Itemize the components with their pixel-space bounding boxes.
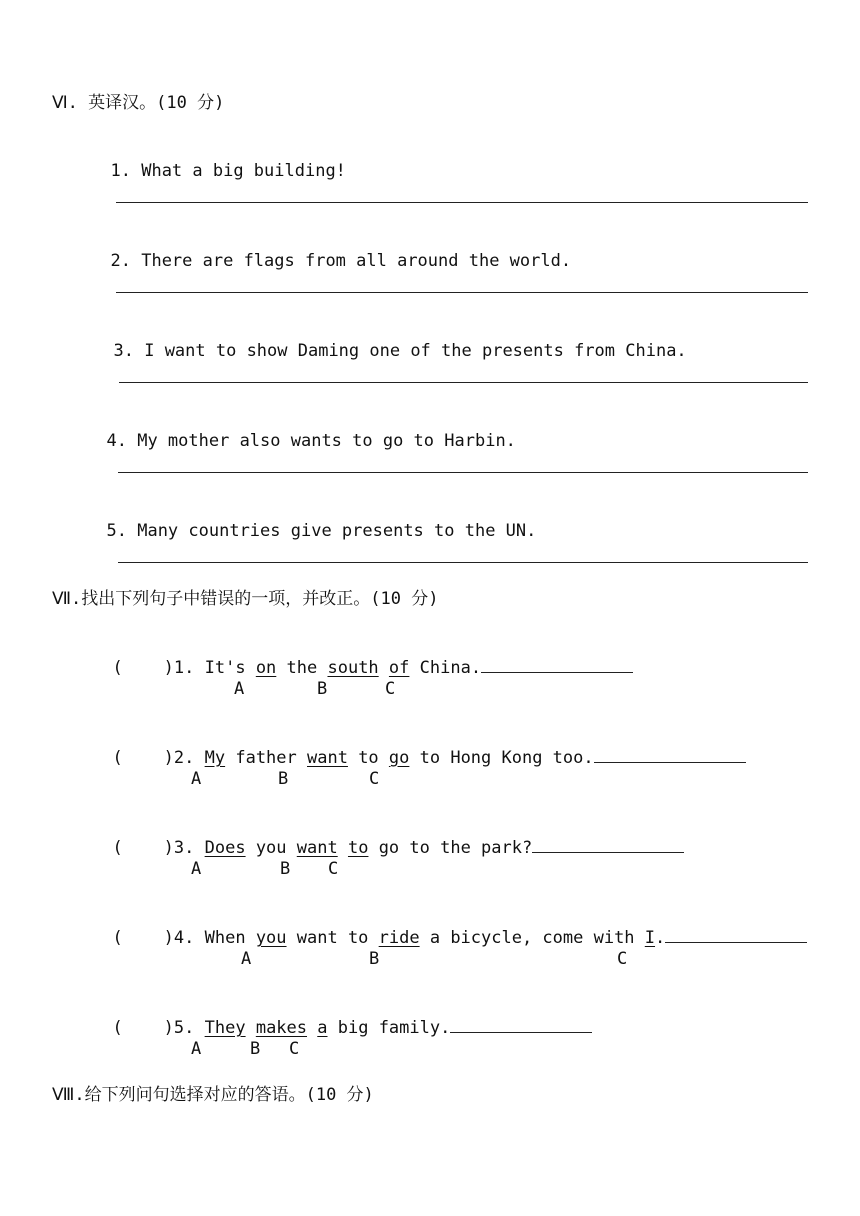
correction-blank[interactable] bbox=[481, 656, 633, 673]
translation-item-1 bbox=[90, 138, 346, 182]
answer-line-5[interactable] bbox=[118, 562, 808, 563]
label-c: C bbox=[385, 679, 396, 699]
option-c: go bbox=[388, 748, 410, 768]
label-c: C bbox=[328, 859, 339, 879]
item-text: Many countries give presents to the UN. bbox=[137, 521, 537, 541]
option-b: makes bbox=[255, 1018, 308, 1038]
answer-paren[interactable]: ( )2. bbox=[112, 748, 195, 768]
label-c: C bbox=[289, 1039, 300, 1059]
label-a: A bbox=[234, 679, 245, 699]
option-c: to bbox=[347, 838, 369, 858]
option-b: south bbox=[327, 658, 379, 678]
item-number: 5. bbox=[106, 521, 127, 541]
item-number: 2. bbox=[110, 251, 131, 271]
answer-line-3[interactable] bbox=[119, 382, 808, 383]
label-a: A bbox=[191, 1039, 202, 1059]
answer-paren[interactable]: ( )1. bbox=[112, 658, 195, 678]
label-a: A bbox=[191, 859, 202, 879]
label-b: B bbox=[250, 1039, 261, 1059]
correction-blank[interactable] bbox=[532, 836, 684, 853]
option-a: Does bbox=[204, 838, 246, 858]
option-a: They bbox=[204, 1018, 246, 1038]
translation-item-4 bbox=[86, 408, 516, 452]
error-item-5: ( )5. They makes a big family. bbox=[92, 994, 592, 1039]
label-a: A bbox=[241, 949, 252, 969]
label-b: B bbox=[317, 679, 328, 699]
section-7-heading: Ⅶ.找出下列句子中错误的一项，并改正。(10 分) bbox=[52, 589, 439, 609]
item-text: There are flags from all around the world. bbox=[141, 251, 572, 271]
translation-item-2 bbox=[90, 228, 571, 272]
answer-line-4[interactable] bbox=[118, 472, 808, 473]
correction-blank[interactable] bbox=[450, 1016, 592, 1033]
error-item-1: ( )1. It's on the south of China. bbox=[92, 634, 633, 679]
item-number: 1. bbox=[110, 161, 131, 181]
item-number: 4. bbox=[106, 431, 127, 451]
translation-item-5 bbox=[86, 498, 536, 542]
answer-paren[interactable]: ( )3. bbox=[112, 838, 195, 858]
label-b: B bbox=[278, 769, 289, 789]
correction-blank[interactable] bbox=[665, 926, 807, 943]
item-text: What a big building! bbox=[141, 161, 346, 181]
section-6-heading: Ⅵ. 英译汉。(10 分) bbox=[52, 93, 225, 113]
option-b: want bbox=[307, 748, 348, 768]
label-b: B bbox=[280, 859, 291, 879]
option-b: want bbox=[296, 838, 338, 858]
answer-paren[interactable]: ( )5. bbox=[112, 1018, 195, 1038]
label-b: B bbox=[369, 949, 380, 969]
item-text: I want to show Daming one of the presents from China. bbox=[144, 341, 687, 361]
correction-blank[interactable] bbox=[594, 746, 746, 763]
answer-line-1[interactable] bbox=[116, 202, 808, 203]
section-8-heading: Ⅷ.给下列问句选择对应的答语。(10 分) bbox=[52, 1085, 374, 1105]
option-c: a bbox=[317, 1018, 328, 1038]
option-a: My bbox=[204, 748, 226, 768]
label-c: C bbox=[369, 769, 380, 789]
option-a: you bbox=[255, 928, 287, 948]
option-c: of bbox=[388, 658, 410, 678]
label-c: C bbox=[617, 949, 628, 969]
error-item-2: ( )2. My father want to go to Hong Kong too. bbox=[92, 724, 746, 769]
item-number: 3. bbox=[113, 341, 134, 361]
error-item-3: ( )3. Does you want to go to the park? bbox=[92, 814, 684, 859]
label-a: A bbox=[191, 769, 202, 789]
translation-item-3 bbox=[93, 318, 687, 362]
option-a: on bbox=[255, 658, 277, 678]
answer-line-2[interactable] bbox=[116, 292, 808, 293]
option-c: I bbox=[644, 928, 656, 948]
option-b: ride bbox=[378, 928, 420, 948]
answer-paren[interactable]: ( )4. bbox=[112, 928, 195, 948]
item-text: My mother also wants to go to Harbin. bbox=[137, 431, 516, 451]
error-item-4: ( )4. When you want to ride a bicycle, come with I. bbox=[92, 904, 807, 949]
